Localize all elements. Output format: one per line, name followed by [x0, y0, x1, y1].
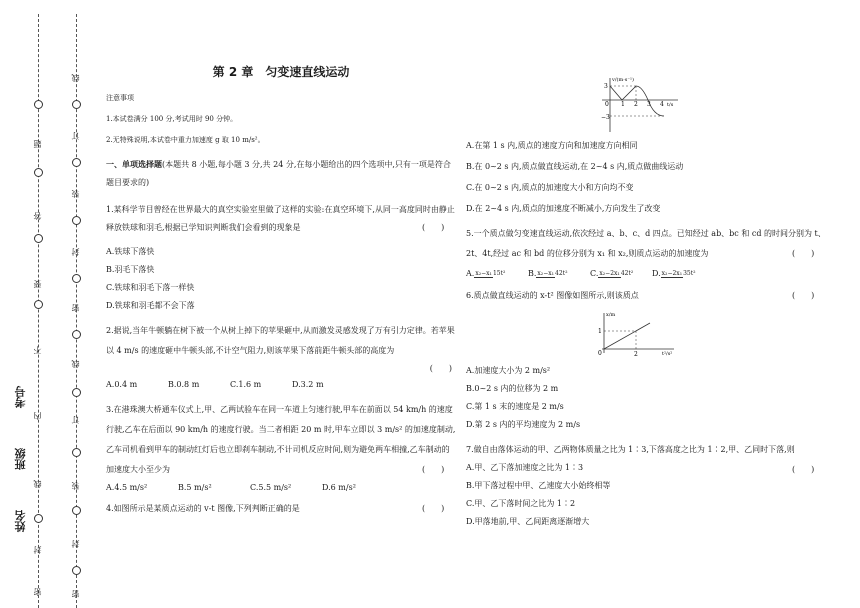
q4-option-d: D.在 2~4 s 内,质点的加速度不断减小,方向发生了改变: [466, 204, 661, 213]
notes-title: 注意事项: [106, 94, 134, 102]
question-6: [466, 290, 826, 302]
binding-hole: [72, 274, 81, 283]
q2-options: [106, 379, 456, 391]
q6-option-d: D.第 2 s 内的平均速度为 2 m/s: [466, 420, 581, 429]
q5-option-b: [528, 268, 590, 280]
q7-option-c: C.甲、乙下落时间之比为 1∶2: [466, 499, 576, 508]
answer-paren: ( ): [422, 223, 445, 232]
option-label: B.: [528, 269, 537, 278]
q5-option-d: [652, 268, 714, 280]
denominator: 35t²: [683, 270, 696, 277]
q7-option-d: D.甲落地前,甲、乙间距离逐渐增大: [466, 517, 590, 526]
question-4: [106, 503, 456, 515]
seal-char: 内: [33, 412, 42, 420]
t2-axis-label: t²/s²: [662, 351, 673, 357]
binding-hole: [34, 234, 43, 243]
answer-paren: ( ): [792, 291, 815, 300]
q6-option-c: C.第 1 s 末的速度是 2 m/s: [466, 402, 564, 411]
y-tick-label: 1: [598, 328, 602, 335]
seal-char: 封: [71, 248, 80, 256]
q1-stem: 1.某科学节目曾经在世界最大的真空实验室里做了这样的实验:在真空环境下,从同一高度同时由静止释放铁球和羽毛,根据已学知识判断我们会看到的现象是: [106, 205, 455, 232]
seal-char: 装: [71, 190, 80, 198]
q3-option-a: A.4.5 m/s²: [106, 483, 148, 492]
name-label: 姓名: [14, 510, 27, 532]
seal-char: 封: [71, 540, 80, 548]
origin-label: 0: [605, 101, 609, 108]
xt2-line: [604, 323, 650, 349]
vt-line-0-2s: [610, 86, 636, 100]
answer-paren: ( ): [422, 465, 445, 474]
binding-hole: [72, 100, 81, 109]
question-5: [466, 224, 826, 264]
section-heading: [106, 155, 456, 192]
q7-option-b: B.甲下落过程中甲、乙速度大小始终相等: [466, 481, 611, 490]
fraction: [661, 270, 696, 278]
binding-hole: [72, 506, 81, 515]
seal-char: 答: [33, 212, 42, 220]
q6-xt2-graph-svg: [466, 309, 826, 357]
binding-hole: [72, 330, 81, 339]
q4-option-c: C.在 0~2 s 内,质点的加速度大小和方向均不变: [466, 183, 634, 192]
denominator: 15t²: [492, 270, 506, 277]
option-label: A.: [466, 269, 475, 278]
binding-hole: [34, 300, 43, 309]
q7-option-a: A.甲、乙下落加速度之比为 1∶3: [466, 463, 584, 472]
note-1: 1.本试卷满分 100 分,考试用时 90 分钟。: [106, 115, 238, 123]
seal-char: 密: [71, 590, 80, 598]
q4-option-a: A.在第 1 s 内,质点的速度方向和加速度方向相同: [466, 141, 638, 150]
q2-option-c: C.1.6 m: [230, 380, 262, 389]
section-heading-bold: 一、单项选择题: [106, 159, 162, 169]
right-column: [466, 62, 826, 534]
question-2: [106, 321, 456, 361]
page-title: 第 2 章 匀变速直线运动: [212, 65, 350, 79]
seal-char: 密: [33, 588, 42, 596]
binding-hole: [34, 514, 43, 523]
binding-hole: [72, 448, 81, 457]
class-label: 班级: [14, 448, 27, 470]
q1-option-b: B.羽毛下落快: [106, 265, 155, 274]
answer-paren: ( ): [429, 364, 452, 373]
q5-option-a: [466, 268, 528, 280]
q2-option-b: B.0.8 m: [168, 380, 200, 389]
q3-option-d: D.6 m/s²: [322, 483, 356, 492]
v-axis-label: v/(m·s⁻¹): [612, 77, 634, 83]
question-1: [106, 201, 456, 237]
q2-option-d: D.3.2 m: [292, 380, 324, 389]
option-label: C.: [590, 269, 599, 278]
fraction: [474, 270, 505, 278]
numerator: x₂−2x₁: [661, 270, 683, 277]
y-tick-label: −3: [601, 114, 610, 121]
seal-char: 订: [71, 132, 80, 140]
q1-option-c: C.铁球和羽毛下落一样快: [106, 283, 195, 292]
q6-option-b: B.0~2 s 内的位移为 2 m: [466, 384, 559, 393]
q4-option-b: B.在 0~2 s 内,质点做直线运动,在 2~4 s 内,质点做曲线运动: [466, 162, 684, 171]
seal-char: 线: [71, 74, 80, 82]
y-tick-label: 3: [604, 83, 608, 90]
seal-char: 线: [33, 480, 42, 488]
q6-stem: 6.质点做直线运动的 x-t² 图像如图所示,则该质点: [466, 291, 639, 300]
q7-stem: 7.做自由落体运动的甲、乙两物体质量之比为 1∶3,下落高度之比为 1∶2,甲、乙同时下落,则: [466, 445, 795, 454]
x-axis-label: x/m: [606, 312, 616, 318]
exam-number-label: 考号: [14, 386, 27, 408]
binding-hole: [72, 388, 81, 397]
binding-hole: [34, 100, 43, 109]
answer-paren: ( ): [792, 465, 815, 474]
seal-char: 题: [33, 140, 42, 148]
origin-label: 0: [598, 350, 602, 357]
q6-option-a: A.加速度大小为 2 m/s²: [466, 366, 551, 375]
seal-char: 线: [71, 360, 80, 368]
t-axis-label: t/s: [667, 102, 674, 108]
denominator: 42t²: [620, 270, 634, 277]
q3-options: [106, 482, 456, 494]
q6-xt2-graph: [466, 309, 826, 357]
section-heading-rest: (本题共 8 小题,每小题 3 分,共 24 分,在每小题给出的四个选项中,只有一项是符合题目要求的): [106, 160, 451, 187]
numerator: x₂−x₁: [537, 270, 555, 277]
q4-vt-graph-svg: [466, 72, 826, 134]
note-2: 2.无特殊说明,本试卷中重力加速度 g 取 10 m/s²。: [106, 136, 265, 144]
q1-option-a: A.铁球下落快: [106, 247, 155, 256]
q5-options: [466, 268, 826, 280]
fraction: [598, 270, 633, 278]
seal-char: 密: [71, 304, 80, 312]
q2-stem: 2.据说,当年牛顿躺在树下被一个从树上掉下的苹果砸中,从而激发灵感发现了万有引力定律。若苹果以 4 m/s 的速度砸中牛顿头部,不计空气阻力,则该苹果下落前距牛顿头部的高度为: [106, 326, 455, 355]
binding-hole: [34, 168, 43, 177]
numerator: x₂−2x₁: [599, 270, 620, 277]
answer-paren: ( ): [422, 504, 445, 513]
q5-stem: 5.一个质点做匀变速直线运动,依次经过 a、b、c、d 四点。已知经过 ab、bc 和 cd 的时间分别为 t、2t、4t,经过 ac 和 bd 的位移分别为 x₁ 和 x₂,则质点运动的加速度为: [466, 229, 826, 258]
x-tick-label: 2: [634, 101, 638, 108]
binding-hole: [72, 566, 81, 575]
binding-strip: [0, 0, 100, 608]
seal-char: 不: [33, 346, 42, 354]
question-3: [106, 400, 456, 480]
x-tick-label: 1: [621, 101, 625, 108]
seal-char: 装: [71, 482, 80, 490]
answer-paren: ( ): [792, 249, 815, 258]
x-tick-label: 4: [660, 101, 664, 108]
denominator: 42t²: [555, 270, 568, 277]
x-tick-label: 2: [634, 351, 638, 357]
seal-char: 封: [33, 546, 42, 554]
q4-vt-graph: [466, 72, 826, 134]
seal-char: 订: [71, 416, 80, 424]
q4-stem: 4.如图所示是某质点运动的 v-t 图像,下列判断正确的是: [106, 504, 300, 513]
x-tick-label: 3: [647, 101, 651, 108]
left-column: [106, 62, 456, 524]
seal-char: 要: [33, 280, 42, 288]
binding-hole: [72, 158, 81, 167]
q5-option-c: [590, 268, 652, 280]
binding-hole: [72, 216, 81, 225]
q3-option-c: C.5.5 m/s²: [250, 483, 292, 492]
q3-option-b: B.5 m/s²: [178, 483, 212, 492]
q3-stem: 3.在港珠澳大桥通车仪式上,甲、乙两试验车在同一车道上匀速行驶,甲车在前面以 54 km/h 的速度行驶,乙车在后面以 90 km/h 的速度行驶。当二者相距 20 m 时,甲车立即以 3 m/s² 的加速度制动,乙车司机看到甲车的制动红灯后也立即刹车制动,不计司机反应时间,则为避免两车相撞,乙车制动的加速度大小至少为: [106, 405, 456, 474]
option-label: D.: [652, 269, 661, 278]
q2-option-a: A.0.4 m: [106, 380, 138, 389]
numerator: x₂−x₁: [475, 270, 492, 277]
q1-option-d: D.铁球和羽毛都不会下落: [106, 301, 195, 310]
fraction: [536, 270, 567, 278]
